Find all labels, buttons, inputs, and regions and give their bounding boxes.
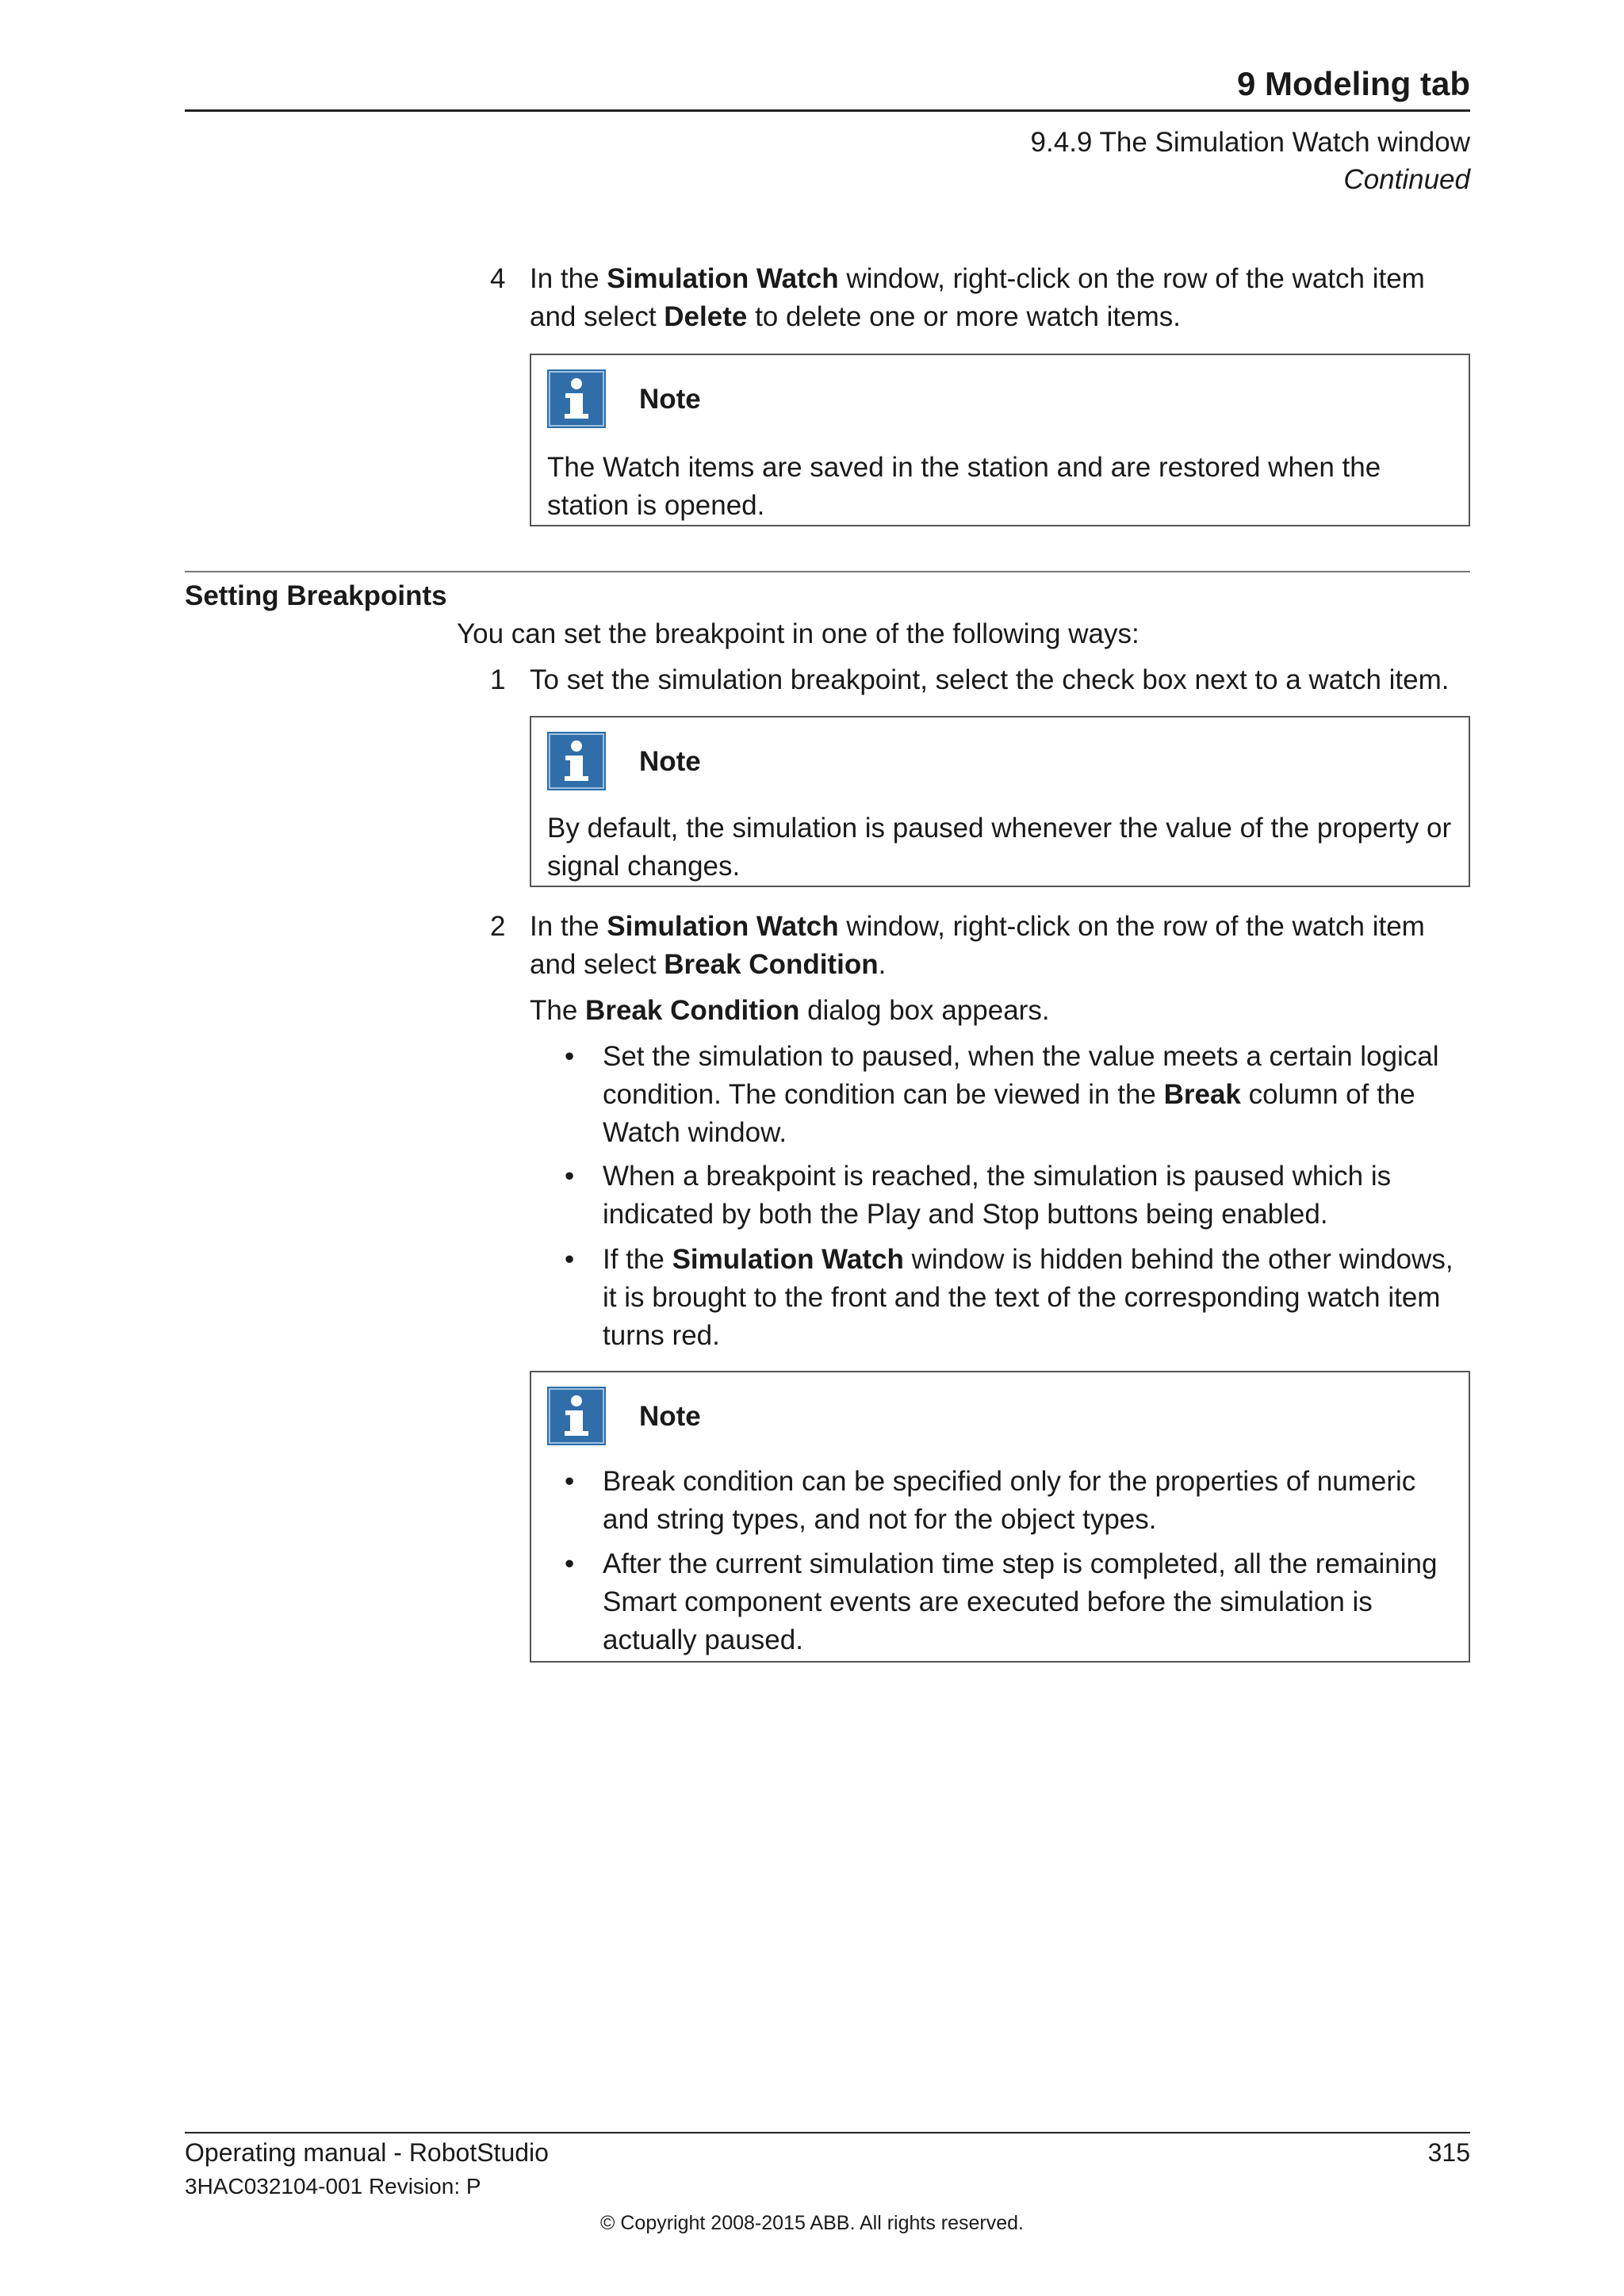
bullet-text: Set the simulation to paused, when the value meets a certain logical condition. The condition can be viewed in the Break column of the Watch window. xyxy=(603,1041,1439,1148)
bullet-marker: • xyxy=(565,1161,575,1192)
continued-label: Continued xyxy=(1343,164,1470,195)
note-bullet-text: After the current simulation time step is completed, all the remaining Smart component events are executed before the simulation is actually paused. xyxy=(603,1548,1438,1655)
page-number: 315 xyxy=(1427,2138,1470,2167)
footer-doc-id: 3HAC032104-001 Revision: P xyxy=(185,2174,481,2198)
bullet-marker: • xyxy=(565,1548,575,1579)
note-text: The Watch items are saved in the station and are restored when the station is opened. xyxy=(547,452,1381,521)
info-icon xyxy=(547,369,606,428)
note-box xyxy=(530,1371,1470,1663)
section-divider xyxy=(185,571,1470,572)
bullet-marker: • xyxy=(565,1244,575,1275)
note-text: By default, the simulation is paused whenever the value of the property or signal changes. xyxy=(547,813,1452,882)
note-label: Note xyxy=(639,746,701,777)
bullet-text: When a breakpoint is reached, the simulation is paused which is indicated by both the Play and Stop buttons being enabled. xyxy=(603,1161,1392,1230)
step-number: 4 xyxy=(490,263,506,294)
step-text: To set the simulation breakpoint, select the check box next to a watch item. xyxy=(530,664,1450,695)
step-number: 1 xyxy=(490,664,506,695)
note-box xyxy=(530,716,1470,887)
bullet-marker: • xyxy=(565,1466,575,1497)
copyright-notice: © Copyright 2008-2015 ABB. All rights reserved. xyxy=(600,2212,1024,2234)
bullet-text: If the Simulation Watch window is hidden behind the other windows, it is brought to the front and the text of the corresponding watch item turns red. xyxy=(603,1244,1454,1351)
note-bullet-text: Break condition can be specified only for the properties of numeric and string types, and not for the object types. xyxy=(603,1466,1416,1535)
section-heading: Setting Breakpoints xyxy=(185,580,447,611)
footer-manual-title: Operating manual - RobotStudio xyxy=(185,2138,549,2167)
step-number: 2 xyxy=(490,911,506,942)
step-text: In the Simulation Watch window, right-click on the row of the watch item and select Break Condition. xyxy=(530,911,1425,980)
info-icon xyxy=(547,1387,606,1445)
header-rule xyxy=(185,109,1470,112)
note-label: Note xyxy=(639,1401,701,1432)
step-text: In the Simulation Watch window, right-click on the row of the watch item and select Delete to delete one or more watch items. xyxy=(530,263,1425,332)
section-title: 9.4.9 The Simulation Watch window xyxy=(1030,127,1470,158)
note-box xyxy=(530,354,1470,526)
intro-text: You can set the breakpoint in one of the following ways: xyxy=(457,618,1139,649)
chapter-title: 9 Modeling tab xyxy=(1237,65,1470,102)
dialog-text: The Break Condition dialog box appears. xyxy=(530,995,1050,1026)
footer-rule xyxy=(185,2132,1470,2133)
note-label: Note xyxy=(639,384,701,415)
info-icon xyxy=(547,732,606,790)
bullet-marker: • xyxy=(565,1041,575,1072)
